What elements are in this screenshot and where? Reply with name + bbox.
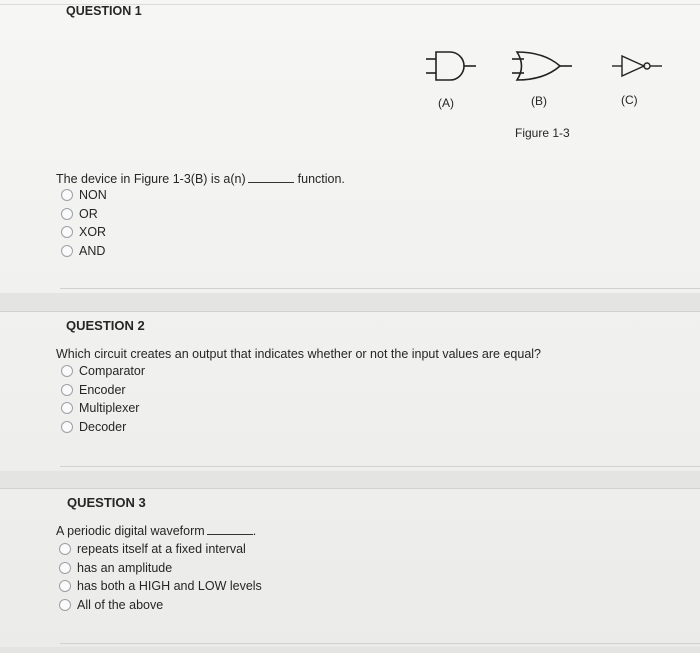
question-3-options	[59, 540, 262, 614]
radio-button[interactable]	[59, 562, 71, 574]
answer-blank	[248, 182, 294, 183]
question-separator	[0, 471, 700, 488]
radio-button[interactable]	[61, 189, 73, 201]
figure-label-c: (C)	[621, 93, 638, 107]
and-gate-symbol	[426, 52, 476, 80]
option-and[interactable]	[61, 242, 107, 261]
option-label: NON	[79, 188, 107, 203]
option-label: Comparator	[79, 364, 145, 379]
figure-label-a: (A)	[438, 96, 454, 110]
question-2-options	[61, 362, 145, 436]
question-3-prompt	[56, 524, 256, 538]
question-3-prompt-text: A periodic digital waveform	[56, 524, 205, 538]
option-label: AND	[79, 243, 106, 258]
question-2-title: QUESTION 2	[66, 318, 145, 333]
question-separator	[0, 293, 700, 311]
separator-line	[60, 288, 700, 289]
question-2-prompt: Which circuit creates an output that indicates whether or not the input values are equal?	[56, 347, 542, 361]
radio-button[interactable]	[61, 365, 73, 377]
question-separator	[0, 647, 700, 653]
question-1-prompt-pre: The device in Figure 1-3(B) is a(n)	[56, 172, 246, 186]
separator-line	[0, 311, 700, 312]
radio-button[interactable]	[61, 384, 73, 396]
question-3-title: QUESTION 3	[67, 495, 146, 510]
option-label: OR	[79, 206, 98, 221]
radio-button[interactable]	[61, 226, 73, 238]
radio-button[interactable]	[61, 402, 73, 414]
option-repeats[interactable]	[59, 540, 262, 559]
answer-blank	[207, 534, 253, 535]
option-non[interactable]	[61, 186, 107, 205]
option-high-low[interactable]	[59, 577, 262, 596]
not-gate-symbol	[612, 56, 662, 76]
figure-caption: Figure 1-3	[515, 126, 570, 140]
separator-line	[60, 643, 700, 644]
question-1-options	[61, 186, 107, 260]
question-1-prompt-post: function.	[297, 172, 345, 186]
or-gate-symbol	[512, 52, 572, 80]
radio-button[interactable]	[59, 599, 71, 611]
question-1-prompt	[56, 172, 345, 186]
option-xor[interactable]	[61, 223, 107, 242]
figure-label-b: (B)	[531, 94, 547, 108]
radio-button[interactable]	[59, 580, 71, 592]
option-all[interactable]	[59, 596, 262, 615]
option-label: has an amplitude	[77, 560, 173, 575]
option-label: repeats itself at a fixed interval	[77, 542, 246, 557]
question-3-prompt-end: .	[252, 524, 257, 538]
separator-line	[0, 488, 700, 489]
option-label: XOR	[79, 225, 107, 240]
option-comparator[interactable]	[61, 362, 145, 381]
radio-button[interactable]	[61, 208, 73, 220]
radio-button[interactable]	[61, 421, 73, 433]
option-or[interactable]	[61, 205, 107, 224]
option-label: Decoder	[79, 419, 127, 434]
figure-1-3	[420, 40, 680, 90]
question-1-title: QUESTION 1	[66, 4, 142, 18]
option-label: All of the above	[77, 597, 164, 612]
option-label: Multiplexer	[79, 401, 140, 416]
radio-button[interactable]	[61, 245, 73, 257]
option-amplitude[interactable]	[59, 559, 262, 578]
separator-line	[60, 466, 700, 467]
option-label: has both a HIGH and LOW levels	[77, 579, 262, 594]
option-multiplexer[interactable]	[61, 399, 145, 418]
option-decoder[interactable]	[61, 418, 145, 437]
radio-button[interactable]	[59, 543, 71, 555]
option-label: Encoder	[79, 382, 126, 397]
option-encoder[interactable]	[61, 381, 145, 400]
